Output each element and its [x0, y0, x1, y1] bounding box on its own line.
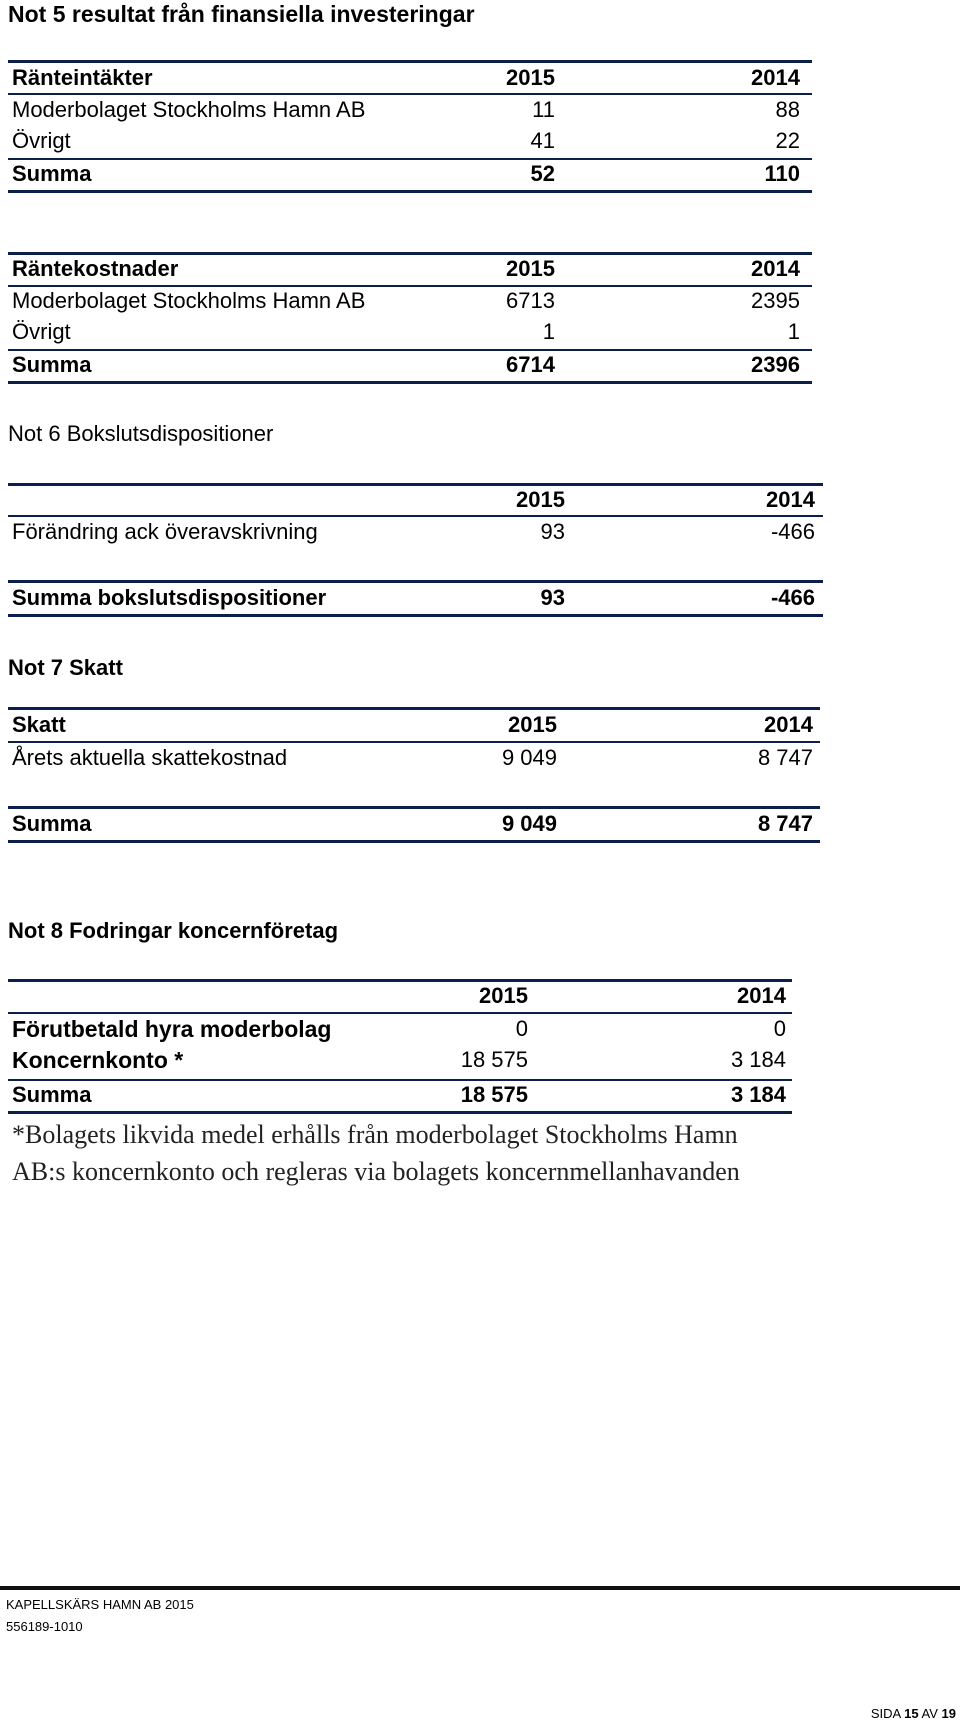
table-rule	[8, 806, 820, 809]
value-2014: 0	[773, 1016, 786, 1041]
row-label: Moderbolaget Stockholms Hamn AB	[12, 97, 366, 122]
note5-title: Not 5 resultat från finansiella investeringar	[8, 1, 475, 27]
value-2014: -466	[770, 519, 815, 544]
col-2015-header: 2015	[506, 65, 555, 90]
row-label: Årets aktuella skattekostnad	[12, 745, 288, 770]
value-2014: 88	[775, 97, 800, 122]
table-rule	[8, 190, 812, 193]
page-total: 19	[941, 1706, 956, 1721]
note6-title-text: Not 6 Bokslutsdispositioner	[8, 421, 274, 446]
row-label: Övrigt	[12, 319, 71, 344]
col-2015-header: 2015	[516, 487, 565, 512]
page-current: 15	[904, 1706, 919, 1721]
footer-company: KAPELLSKÄRS HAMN AB 2015	[6, 1597, 194, 1612]
page-of: AV	[921, 1706, 938, 1721]
footnote: *Bolagets likvida medel erhålls från moderbolaget Stockholms Hamn AB:s koncernkonto och regleras via bolagets koncernmellanhavanden	[12, 1120, 740, 1186]
table-header-label: Räntekostnader	[12, 256, 179, 281]
row-label: Förutbetald hyra moderbolag	[12, 1016, 332, 1042]
value-2014: 1	[787, 319, 800, 344]
row-label: Övrigt	[12, 128, 71, 153]
footer-org-number: 556189-1010	[6, 1619, 83, 1634]
value-2014: 2395	[751, 288, 800, 313]
total-label: Summa bokslutsdispositioner	[12, 585, 327, 610]
table-rule	[8, 483, 823, 486]
col-2015-header: 2015	[479, 983, 528, 1008]
total-2014: 8 747	[757, 811, 813, 836]
row-label: Moderbolaget Stockholms Hamn AB	[12, 288, 366, 313]
value-2015: 18 575	[460, 1047, 528, 1072]
total-2015: 6714	[506, 352, 555, 377]
table-header-label: Skatt	[12, 712, 66, 737]
table-rule	[8, 614, 823, 617]
value-2015: 0	[515, 1016, 528, 1041]
page-prefix: SIDA	[870, 1706, 901, 1721]
value-2014: 3 184	[730, 1047, 786, 1072]
table-header-label: Ränteintäkter	[12, 65, 153, 90]
value-2015: 93	[540, 519, 565, 544]
page-number	[871, 1706, 956, 1722]
total-label: Summa	[12, 352, 92, 377]
value-2015: 1	[542, 319, 555, 344]
total-2015: 93	[540, 585, 565, 610]
table-rule	[8, 979, 792, 982]
total-2015: 18 575	[460, 1082, 528, 1107]
col-2014-header: 2014	[751, 256, 800, 281]
value-2015: 9 049	[501, 745, 557, 770]
note6-title	[8, 420, 273, 448]
col-2015-header: 2015	[508, 712, 557, 737]
table-rule	[8, 1111, 792, 1114]
table-rule	[8, 840, 820, 843]
total-2014: 110	[764, 161, 800, 186]
row-label: Förändring ack överavskrivning	[12, 519, 318, 544]
total-label: Summa	[12, 161, 92, 186]
footer-rule	[0, 1586, 960, 1590]
col-2014-header: 2014	[751, 65, 800, 90]
note7-title: Not 7 Skatt	[8, 655, 123, 680]
col-2014-header: 2014	[764, 712, 813, 737]
table-rule	[8, 158, 812, 160]
note8-title: Not 8 Fodringar koncernföretag	[8, 918, 339, 943]
value-2015: 41	[530, 128, 555, 153]
table-rule	[8, 349, 812, 351]
table-rule	[8, 707, 820, 710]
total-label: Summa	[12, 1082, 92, 1107]
col-2014-header: 2014	[737, 983, 786, 1008]
table-rule	[8, 1079, 792, 1081]
total-label: Summa	[12, 811, 92, 836]
total-2015: 52	[530, 161, 555, 186]
table-rule	[8, 381, 812, 384]
total-2014: -466	[770, 585, 815, 610]
value-2015: 6713	[506, 288, 555, 313]
row-label: Koncernkonto *	[12, 1047, 184, 1073]
col-2015-header: 2015	[506, 256, 555, 281]
total-2014: 3 184	[730, 1082, 786, 1107]
value-2015: 11	[532, 97, 555, 122]
value-2014: 22	[775, 128, 800, 153]
total-2015: 9 049	[501, 811, 557, 836]
col-2014-header: 2014	[766, 487, 815, 512]
total-2014: 2396	[751, 352, 800, 377]
value-2014: 8 747	[757, 745, 813, 770]
